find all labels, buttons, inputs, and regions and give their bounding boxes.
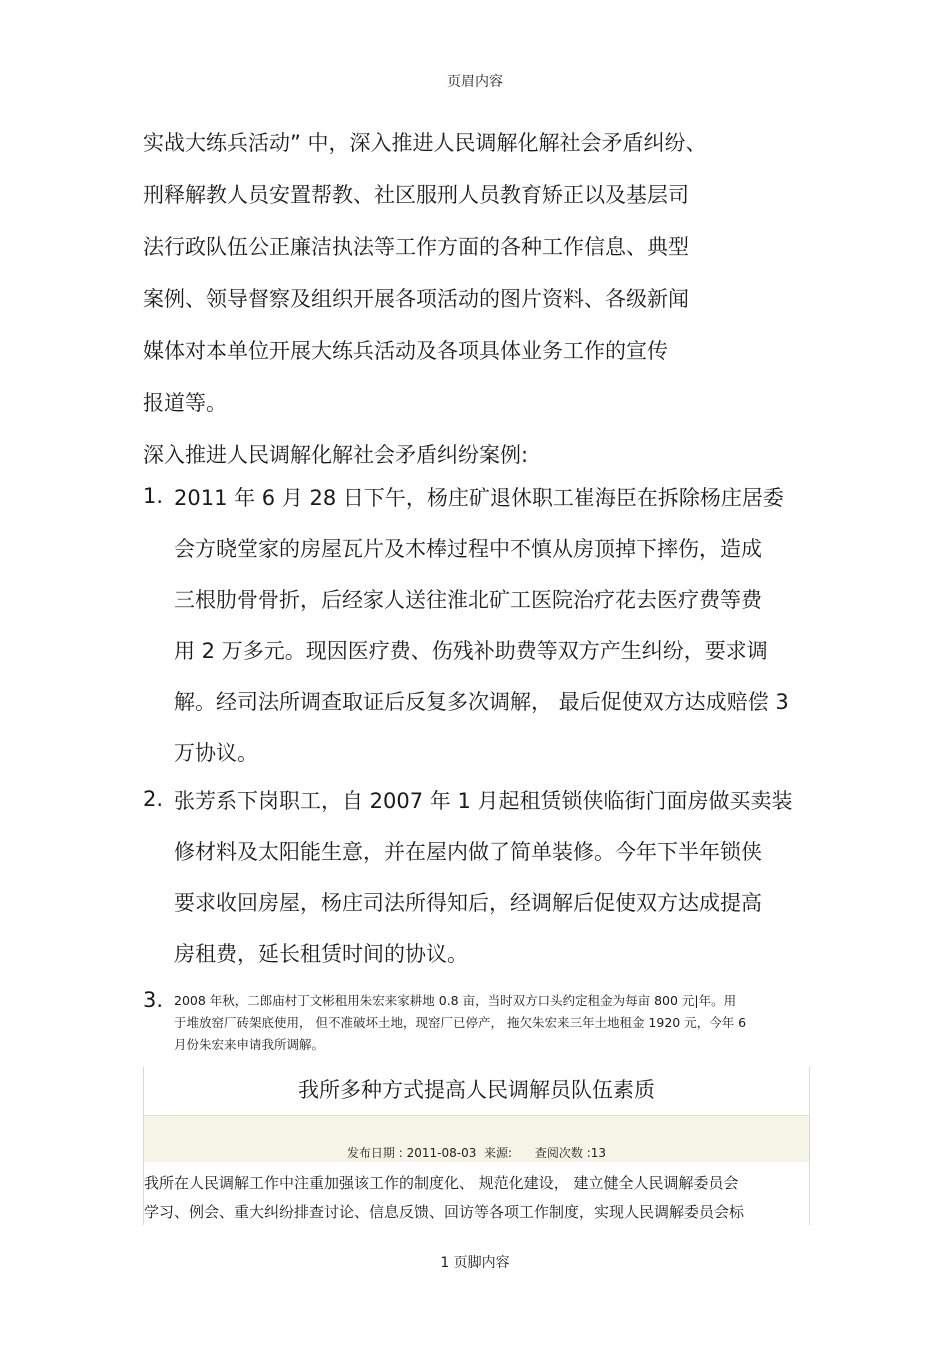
text-line: 案例、领导督察及组织开展各项活动的图片资料、各级新闻	[143, 287, 689, 311]
page-header: 页眉内容	[447, 74, 503, 90]
text-line: 学习、例会、重大纠纷排查讨论、信息反馈、回访等各项工作制度，实现人民调解委员会标	[144, 1203, 745, 1221]
text-line: 我所在人民调解工作中注重加强该工作的制度化、 规范化建设， 建立健全人民调解委员会	[144, 1174, 739, 1192]
text-line: 会方晓堂家的房屋瓦片及木棒过程中不慎从房顶掉下摔伤，造成	[174, 537, 762, 561]
view-count: 查阅次数 :13	[534, 1146, 607, 1160]
text-line: 三根肋骨骨折，后经家人送往淮北矿工医院治疗花去医疗费等费	[174, 588, 762, 612]
case-text	[174, 776, 793, 980]
article-title: 我所多种方式提高人民调解员队伍素质	[298, 1078, 655, 1102]
page-footer: 1 页脚内容	[440, 1255, 510, 1271]
intro-paragraph	[143, 117, 707, 481]
text-line: 张芳系下岗职工，自 2007 年 1 月起租赁锁侠临街门面房做买卖装	[174, 789, 793, 813]
case-text	[174, 990, 746, 1056]
source-label: 来源:	[483, 1146, 513, 1160]
article-body	[144, 1169, 809, 1227]
text-line: 2008 年秋，二郎庙村丁文彬租用朱宏来家耕地 0.8 亩，当时双方口头约定租金为每亩 800 元|年。用	[174, 993, 737, 1008]
article-meta	[144, 1115, 809, 1162]
list-number: 3.	[143, 988, 164, 1012]
article-panel	[143, 1067, 810, 1225]
text-line: 报道等。	[143, 391, 227, 415]
text-line: 要求收回房屋，杨庄司法所得知后，经调解后促使双方达成提高	[174, 891, 762, 915]
text-line: 法行政队伍公正廉洁执法等工作方面的各种工作信息、典型	[143, 235, 689, 259]
list-number: 1.	[143, 484, 164, 508]
publish-date: 发布日期 : 2011-08-03	[346, 1146, 477, 1160]
text-line: 实战大练兵活动” 中，深入推进人民调解化解社会矛盾纠纷、	[143, 131, 707, 155]
text-line: 房租费，延长租赁时间的协议。	[174, 942, 468, 966]
section-heading: 深入推进人民调解化解社会矛盾纠纷案例:	[143, 443, 529, 467]
text-line: 于堆放窑厂砖架底使用， 但不准破坏土地，现窑厂已停产， 拖欠朱宏来三年土地租金 1920 元，今年 6	[174, 1015, 747, 1030]
text-line: 解。经司法所调查取证后反复多次调解， 最后促使双方达成赔偿 3	[174, 690, 789, 714]
text-line: 2011 年 6 月 28 日下午，杨庄矿退休职工崔海臣在拆除杨庄居委	[174, 486, 784, 510]
text-line: 媒体对本单位开展大练兵活动及各项具体业务工作的宣传	[143, 339, 668, 363]
list-number: 2.	[143, 787, 164, 811]
text-line: 刑释解教人员安置帮教、社区服刑人员教育矫正以及基层司	[143, 183, 689, 207]
text-line: 月份朱宏来申请我所调解。	[174, 1037, 325, 1052]
case-text	[174, 473, 789, 779]
text-line: 万协议。	[174, 741, 258, 765]
text-line: 用 2 万多元。现因医疗费、伤残补助费等双方产生纠纷，要求调	[174, 639, 768, 663]
text-line: 修材料及太阳能生意，并在屋内做了简单装修。今年下半年锁侠	[174, 840, 762, 864]
